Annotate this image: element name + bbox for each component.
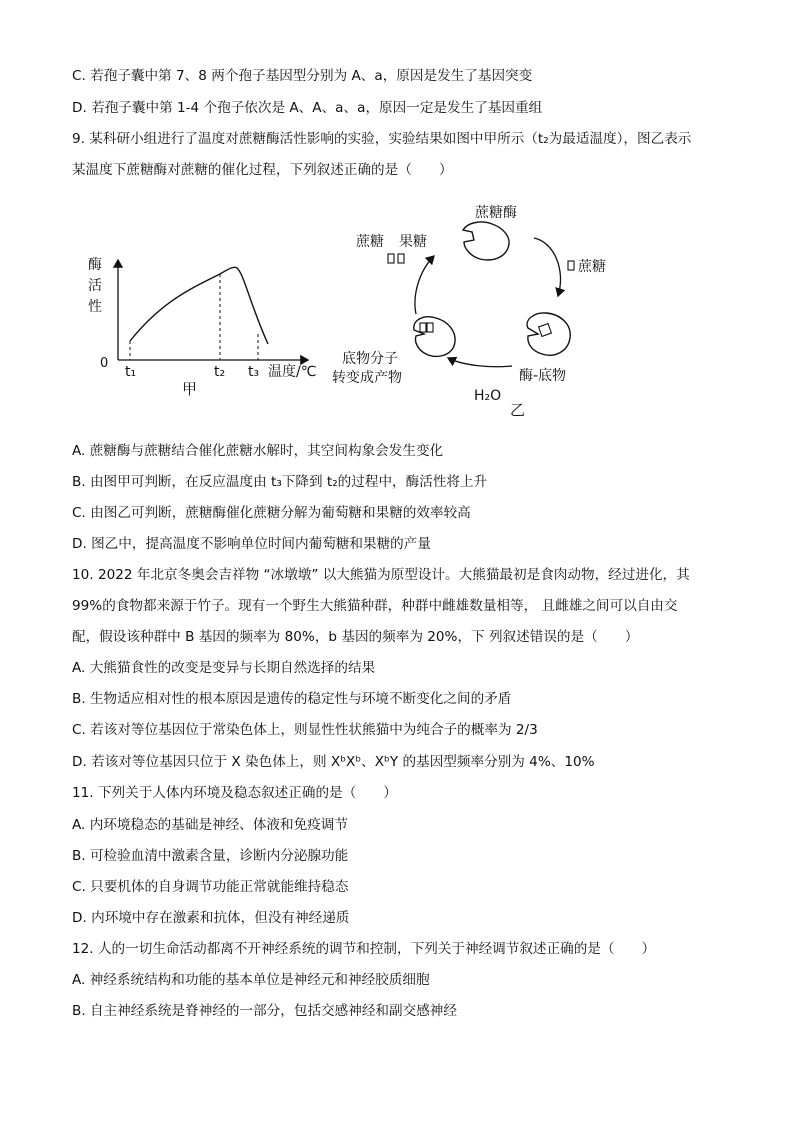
question-10-stem-2: 99%的食物都来源于竹子。现有一个野生大熊猫种群，种群中雌雄数量相等， 且雌雄之间可以自由交 [72, 598, 678, 614]
arrow-binding [534, 238, 561, 296]
conversion-label-1: 底物分子 [342, 351, 398, 367]
diagram-yi [332, 204, 606, 419]
activity-curve [130, 267, 268, 344]
option-11d: D. 内环境中存在激素和抗体，但没有神经递质 [72, 910, 350, 926]
option-11c: C. 只要机体的自身调节功能正常就能维持稳态 [72, 879, 349, 895]
product-2-icon [427, 323, 433, 332]
question-9-stem-1: 9. 某科研小组进行了温度对蔗糖酶活性影响的实验，实验结果如图中甲所示（t₂为最适温度），图乙表示 [72, 131, 692, 147]
caption-jia: 甲 [182, 380, 198, 398]
option-10b: B. 生物适应相对性的根本原因是遗传的稳定性与环境不断变化之间的矛盾 [72, 691, 512, 707]
option-9a: A. 蔗糖酶与蔗糖结合催化蔗糖水解时，其空间构象会发生变化 [72, 443, 444, 459]
sucrose-in-icon [568, 261, 574, 270]
question-10-stem-1: 10. 2022 年北京冬奥会吉祥物 “冰墩墩” 以大熊猫为原型设计。大熊猫最初是食肉动物，经过进化，其 [72, 567, 690, 583]
option-10c: C. 若该对等位基因位于常染色体上，则显性性状熊猫中为纯合子的概率为 2/3 [72, 722, 538, 738]
option-10a: A. 大熊猫食性的改变是变异与长期自然选择的结果 [72, 660, 376, 676]
enzyme-shape [463, 222, 509, 260]
question-12-stem: 12. 人的一切生命活动都离不开神经系统的调节和控制，下列关于神经调节叙述正确的是（ ） [72, 941, 656, 957]
arrow-release [415, 256, 434, 314]
y-label-3: 性 [88, 299, 102, 315]
option-8d: D. 若孢子囊中第 1-4 个孢子依次是 A、A、a、a，原因一定是发生了基因重组 [72, 100, 543, 116]
t3-label: t₃ [248, 364, 260, 380]
option-11b: B. 可检验血清中激素含量，诊断内分泌腺功能 [72, 848, 349, 864]
option-9b: B. 由图甲可判断，在反应温度由 t₃下降到 t₂的过程中，酶活性将上升 [72, 474, 488, 490]
product-label-1: 蔗糖 [356, 234, 384, 250]
arrow-conversion [448, 358, 512, 367]
origin-label: 0 [100, 356, 109, 371]
figure-svg [72, 196, 732, 426]
option-11a: A. 内环境稳态的基础是神经、体液和免疫调节 [72, 817, 348, 833]
fructose-icon [398, 254, 404, 263]
sucrose-in-label: 蔗糖 [578, 259, 606, 275]
option-10d: D. 若该对等位基因只位于 X 染色体上，则 XᵇXᵇ、XᵇY 的基因型频率分别为 4%、10% [72, 754, 595, 770]
y-label-2: 活 [88, 278, 102, 294]
graph-jia [88, 257, 316, 398]
question-9-stem-2: 某温度下蔗糖酶对蔗糖的催化过程，下列叙述正确的是（ ） [72, 162, 453, 178]
question-9-figure [72, 196, 732, 426]
glucose-icon [388, 254, 394, 263]
water-label: H₂O [474, 388, 502, 404]
option-12a: A. 神经系统结构和功能的基本单位是神经元和神经胶质细胞 [72, 972, 430, 988]
conversion-label-2: 转变成产物 [332, 370, 402, 386]
question-11-stem: 11. 下列关于人体内环境及稳态叙述正确的是（ ） [72, 785, 398, 801]
product-1-icon [420, 323, 426, 332]
option-12b: B. 自主神经系统是脊神经的一部分，包括交感神经和副交感神经 [72, 1003, 457, 1019]
option-8c: C. 若孢子囊中第 7、8 两个孢子基因型分别为 A、a，原因是发生了基因突变 [72, 68, 533, 84]
caption-yi: 乙 [510, 401, 526, 419]
option-9d: D. 图乙中，提高温度不影响单位时间内葡萄糖和果糖的产量 [72, 536, 431, 552]
y-label-1: 酶 [88, 257, 102, 273]
option-9c: C. 由图乙可判断，蔗糖酶催化蔗糖分解为葡萄糖和果糖的效率较高 [72, 505, 471, 521]
bound-substrate-icon [539, 324, 552, 337]
t1-label: t₁ [125, 364, 137, 380]
product-label-2: 果糖 [399, 234, 427, 250]
enzyme-substrate-label: 酶-底物 [519, 368, 567, 384]
question-10-stem-3: 配，假设该种群中 B 基因的频率为 80%，b 基因的频率为 20%，下 列叙述错误的是（ ） [72, 629, 639, 645]
t2-label: t₂ [214, 364, 226, 380]
x-axis-label: 温度/℃ [268, 364, 317, 380]
enzyme-label: 蔗糖酶 [475, 205, 517, 221]
